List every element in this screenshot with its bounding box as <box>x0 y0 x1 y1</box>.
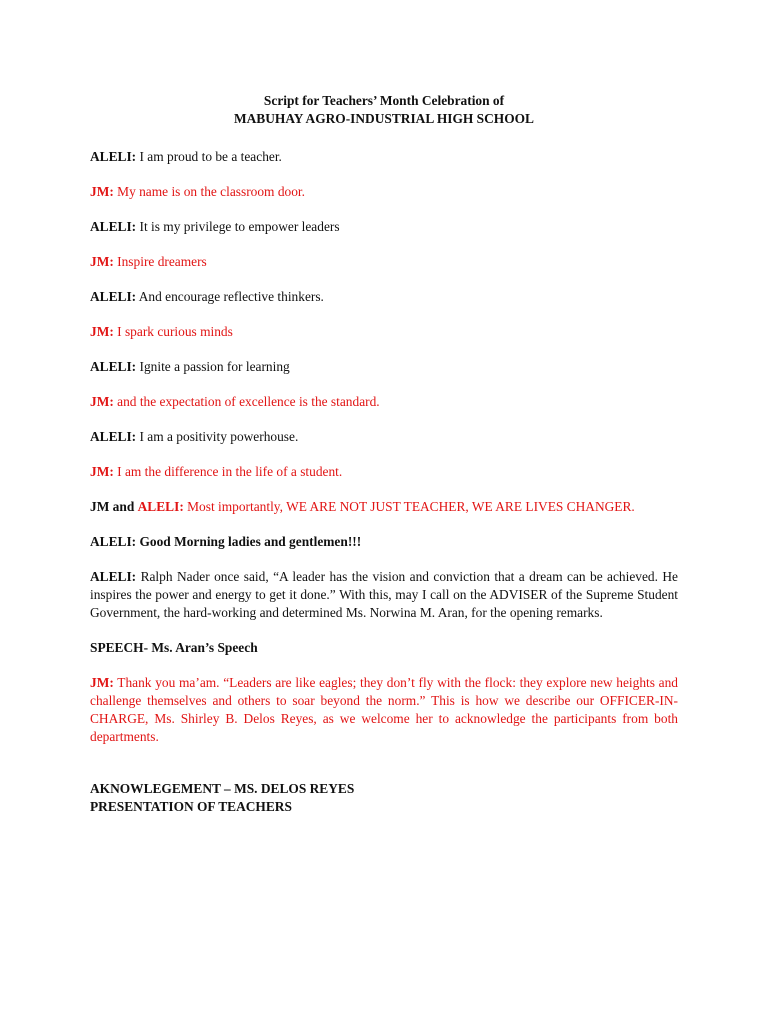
line-text: My name is on the classroom door. <box>117 184 305 199</box>
line-text: and the expectation of excellence is the standard. <box>117 394 380 409</box>
speaker-label-aleli: ALELI: <box>137 499 184 514</box>
speaker-label: ALELI: <box>90 534 137 549</box>
speech-label: SPEECH- Ms. Aran’s Speech <box>90 640 258 655</box>
speaker-label-jm-and: JM and <box>90 499 135 514</box>
speaker-label: JM: <box>90 184 114 199</box>
dialogue-line-jm <box>90 253 678 271</box>
line-text: And encourage reflective thinkers. <box>138 289 324 304</box>
speaker-label: ALELI: <box>90 149 137 164</box>
line-text: I am a positivity powerhouse. <box>139 429 299 444</box>
line-text: It is my privilege to empower leaders <box>139 219 340 234</box>
title-line: Script for Teachers’ Month Celebration of <box>263 93 505 108</box>
line-text: I spark curious minds <box>117 324 233 339</box>
dialogue-line-jm <box>90 323 678 341</box>
dialogue-line-aleli <box>90 148 678 166</box>
dialogue-line-aleli <box>90 218 678 236</box>
line-text: I am proud to be a teacher. <box>139 149 282 164</box>
dialogue-line-intro <box>90 568 678 622</box>
speaker-label: ALELI: <box>90 289 137 304</box>
dialogue-line-together <box>90 498 678 516</box>
dialogue-line-aleli <box>90 428 678 446</box>
line-text: I am the difference in the life of a student. <box>117 464 343 479</box>
speaker-label: JM: <box>90 324 114 339</box>
speaker-label: ALELI: <box>90 359 137 374</box>
line-text: Thank you ma’am. “Leaders are like eagles; they don’t fly with the flock: they explore new heights and challenge themselves and others to soar beyond the norm.” This is how we describe our OFFICER-IN-CHARGE, Ms. Shirley B. Delos Reyes, as we welcome her to acknowledge the participants from both departments. <box>90 675 678 744</box>
script-page <box>90 92 678 816</box>
dialogue-line-jm <box>90 183 678 201</box>
dialogue-line-jm <box>90 393 678 411</box>
line-text: Ralph Nader once said, “A leader has the vision and conviction that a dream can be achieved. He inspires the power and energy to get it done.” With this, may I call on the ADVISER of the Supreme Student Government, the hard-working and determined Ms. Norwina M. Aran, for the opening remarks. <box>90 569 678 620</box>
dialogue-line-thanks <box>90 674 678 746</box>
speaker-label: ALELI: <box>90 219 137 234</box>
document-title <box>90 92 678 128</box>
line-text: Ignite a passion for learning <box>139 359 290 374</box>
speaker-label: JM: <box>90 675 114 690</box>
line-text: Inspire dreamers <box>117 254 207 269</box>
speaker-label: ALELI: <box>90 569 137 584</box>
line-text: Most importantly, WE ARE NOT JUST TEACHER, WE ARE LIVES CHANGER. <box>187 499 635 514</box>
speaker-label: JM: <box>90 464 114 479</box>
speaker-label: ALELI: <box>90 429 137 444</box>
school-name: MABUHAY AGRO-INDUSTRIAL HIGH SCHOOL <box>234 111 534 126</box>
speaker-label: JM: <box>90 254 114 269</box>
speaker-label: JM: <box>90 394 114 409</box>
line-text: Good Morning ladies and gentlemen!!! <box>139 534 362 549</box>
dialogue-line-jm <box>90 463 678 481</box>
dialogue-line-aleli <box>90 358 678 376</box>
dialogue <box>90 148 678 816</box>
dialogue-line-greeting <box>90 533 678 551</box>
heading-presentation: PRESENTATION OF TEACHERS <box>90 799 292 814</box>
dialogue-line-aleli <box>90 288 678 306</box>
heading-acknowledgement: AKNOWLEGEMENT – MS. DELOS REYES <box>90 781 355 796</box>
